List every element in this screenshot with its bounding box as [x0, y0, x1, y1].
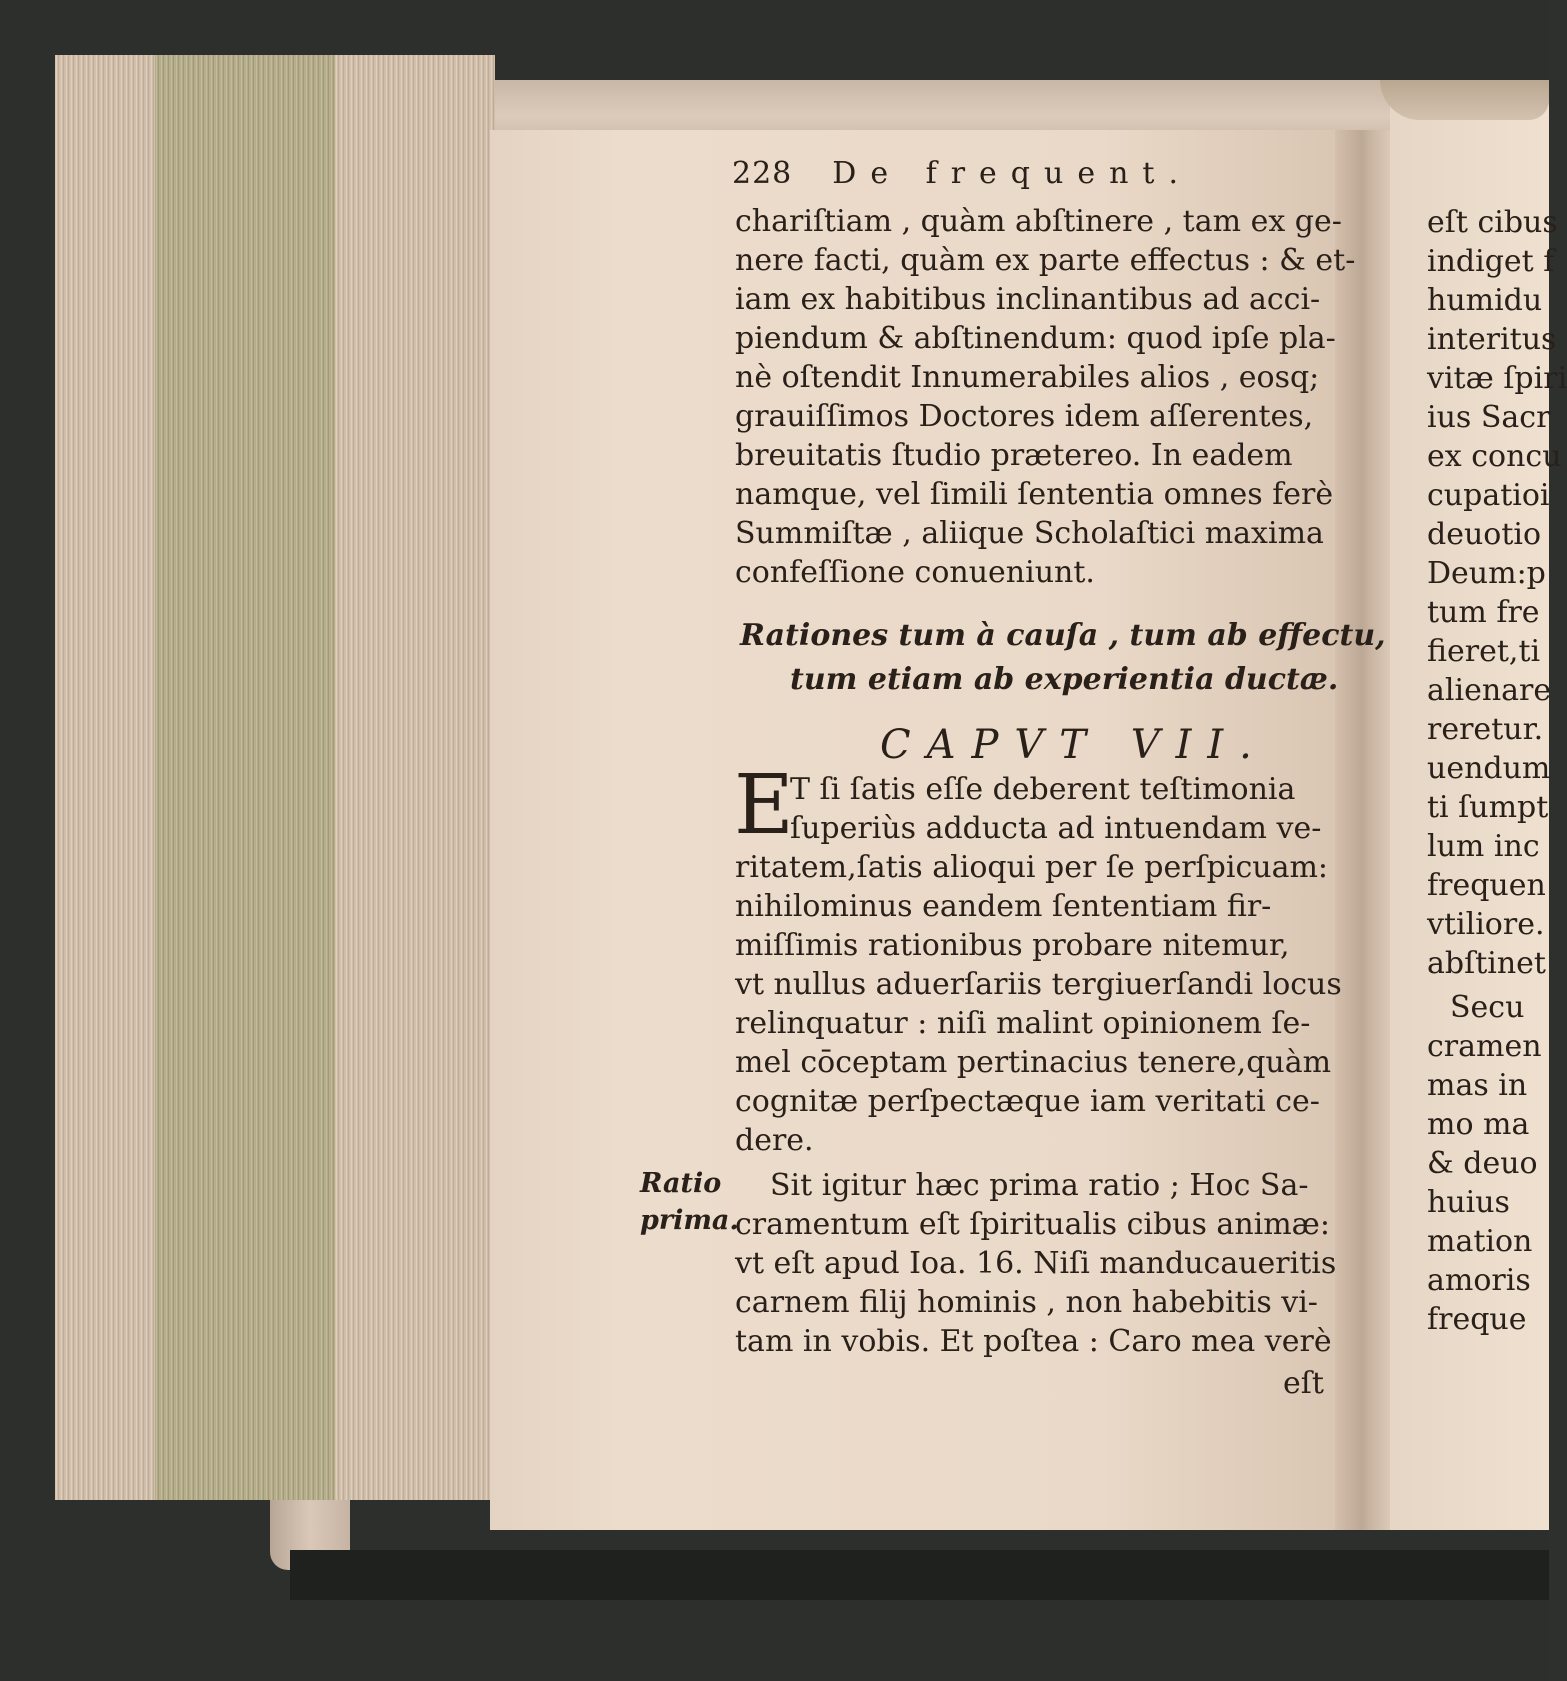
- text-line: nè oſtendit Innumerabiles alios , eosq;: [735, 360, 1320, 395]
- text-line: amoris: [1427, 1263, 1531, 1298]
- text-line: nere facti, quàm ex parte effectus : & et-: [735, 243, 1356, 278]
- margin-note: prima.: [640, 1205, 739, 1236]
- text-line: confeſſione conueniunt.: [735, 555, 1095, 590]
- text-line: Deum:p: [1427, 556, 1546, 591]
- text-line: vt eſt apud Ioa. 16. Niſi manducaueritis: [735, 1246, 1337, 1281]
- text-line: cupatioi: [1427, 478, 1550, 513]
- book-cover-bottom: [290, 1550, 1549, 1600]
- margin-note: Ratio: [640, 1168, 722, 1199]
- text-line: tum fre: [1427, 595, 1540, 630]
- text-line: namque, vel ſimili ſententia omnes ferè: [735, 477, 1334, 512]
- text-line: mas in: [1427, 1068, 1528, 1103]
- text-line: nihilominus eandem ſententiam fir-: [735, 889, 1272, 924]
- section-heading-line: tum etiam ab experientia ductæ.: [790, 662, 1339, 697]
- text-line: huius: [1427, 1185, 1510, 1220]
- text-line: breuitatis ſtudio prætereo. In eadem: [735, 438, 1293, 473]
- text-line: ex concu: [1427, 439, 1562, 474]
- text-line: indiget f: [1427, 244, 1555, 279]
- text-line: ſuperiùs adducta ad intuendam ve-: [790, 811, 1322, 846]
- text-line: vtiliore.: [1427, 907, 1545, 942]
- text-line: carnem filij hominis , non habebitis vi-: [735, 1285, 1318, 1320]
- text-line: vt nullus aduerſariis tergiuerſandi locus: [735, 967, 1342, 1002]
- text-line: & deuo: [1427, 1146, 1538, 1181]
- text-line: Summiſtæ , aliique Scholaſtici maxima: [735, 516, 1324, 551]
- section-heading-line: Rationes tum à cauſa , tum ab effectu,: [740, 618, 1386, 653]
- text-line: T ſi ſatis eſſe deberent teſtimonia: [790, 772, 1296, 807]
- text-line: miſſimis rationibus probare nitemur,: [735, 928, 1290, 963]
- text-line: relinquatur : niſi malint opinionem ſe-: [735, 1006, 1311, 1041]
- book-gutter: [1335, 130, 1395, 1530]
- text-line: mo ma: [1427, 1107, 1530, 1142]
- text-line: ius Sacr: [1427, 400, 1551, 435]
- text-line: piendum & abſtinendum: quod ipſe pla-: [735, 321, 1336, 356]
- catchword: eſt: [1283, 1366, 1324, 1401]
- text-line: cramentum eſt ſpiritualis cibus animæ:: [735, 1207, 1330, 1242]
- drop-cap: E: [734, 758, 794, 853]
- text-line: chariſtiam , quàm abſtinere , tam ex ge-: [735, 204, 1342, 239]
- text-line: vitæ ſpiri: [1427, 361, 1567, 396]
- text-line: cognitæ perſpectæque iam veritati ce-: [735, 1084, 1320, 1119]
- page-block-edges: [55, 55, 495, 1500]
- running-header: [732, 156, 1192, 191]
- text-line: iam ex habitibus inclinantibus ad acci-: [735, 282, 1321, 317]
- text-line: eſt cibus: [1427, 205, 1558, 240]
- text-line: humidu: [1427, 283, 1543, 318]
- text-line: Sit igitur hæc prima ratio ; Hoc Sa-: [770, 1168, 1309, 1203]
- chapter-title: CAPVT VII.: [880, 722, 1268, 768]
- text-line: mation: [1427, 1224, 1533, 1259]
- text-line: dere.: [735, 1123, 814, 1158]
- right-page-text-area: [1390, 105, 1567, 1530]
- text-line: Secu: [1450, 990, 1525, 1025]
- text-line: abſtinet: [1427, 946, 1546, 981]
- text-line: ritatem,ſatis alioqui per ſe perſpicuam:: [735, 850, 1329, 885]
- text-line: deuotio: [1427, 517, 1542, 552]
- page-number: 228: [732, 156, 793, 191]
- text-line: uendum: [1427, 751, 1551, 786]
- text-line: alienare: [1427, 673, 1552, 708]
- text-line: tam in vobis. Et poſtea : Caro mea verè: [735, 1324, 1332, 1359]
- text-line: cramen: [1427, 1029, 1542, 1064]
- text-line: grauiſſimos Doctores idem aſſerentes,: [735, 399, 1314, 434]
- text-line: interitus: [1427, 322, 1557, 357]
- text-line: mel cōceptam pertinacius tenere,quàm: [735, 1045, 1332, 1080]
- text-line: frequen: [1427, 868, 1546, 903]
- text-line: fieret,ti: [1427, 634, 1541, 669]
- text-line: lum inc: [1427, 829, 1540, 864]
- text-line: freque: [1427, 1302, 1527, 1337]
- running-title: De frequent.: [832, 156, 1192, 191]
- text-line: ti ſumpt: [1427, 790, 1549, 825]
- text-line: reretur.: [1427, 712, 1544, 747]
- gilded-edge: [155, 55, 335, 1500]
